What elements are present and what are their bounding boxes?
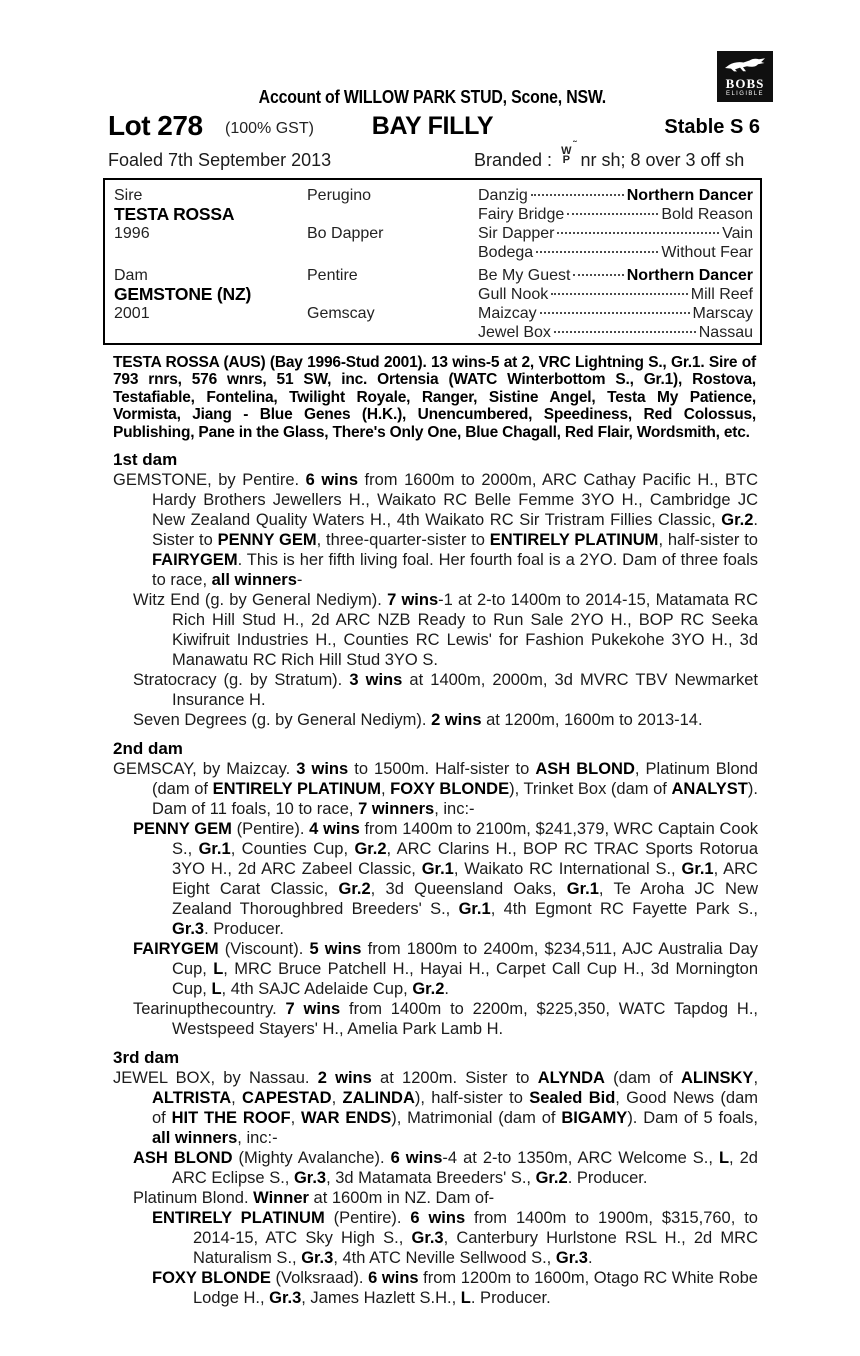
sire-summary: TESTA ROSSA (AUS) (Bay 1996-Stud 2001). 13 wins-5 at 2, VRC Lightning S., Gr.1. Sire of 793 rnrs, 576 wnrs, 51 SW, inc. Ortensia (WATC Winterbottom S., Gr.1), Rostova, Testafiable, Fontelina, Twilight Royale, Ranger, Sistine Angel, Testa My Patience, Vormista, Jiang - Blue Genes (H.K.), Unencumbered, Speediness, Red Colossus, Publishing, Pane in the Glass, There's Only One, Blue Chagall, Red Flair, Wordsmith, etc.: [113, 354, 756, 441]
page-content: [103, 0, 762, 1308]
dam-dam: Gemscay: [307, 305, 375, 322]
dam-entry: GEMSTONE, by Pentire. 6 wins from 1600m to 2000m, ARC Cathay Pacific H., BTC Hardy Brothers Jewellers H., Waikato RC Belle Femme 3YO H., Cambridge JC New Zealand Quality Waters H., 4th Waikato RC Sir Tristram Fillies Classic, Gr.2. Sister to PENNY GEM, three-quarter-sister to ENTIRELY PLATINUM, half-sister to FAIRYGEM. This is her fifth living foal. Her fourth foal is a 2YO. Dam of three foals to race, all winners-: [113, 471, 758, 590]
sire-name: TESTA ROSSA: [114, 204, 235, 224]
page-title: BAY FILLY: [371, 112, 494, 140]
dot-leader: [536, 251, 658, 253]
progeny-entry: Seven Degrees (g. by General Nediym). 2 wins at 1200m, 1600m to 2013-14.: [133, 711, 703, 730]
progeny-entry: FAIRYGEM (Viscount). 5 wins from 1800m to 2400m, $234,511, AJC Australia Day Cup, L, MRC Bruce Patchell H., Hayai H., Carpet Call Cup H., 3d Mornington Cup, L, 4th SAJC Adelaide Cup, Gr.2.: [133, 940, 759, 999]
logo-title: BOBS: [725, 75, 765, 91]
progeny-entry: Tearinupthecountry. 7 wins from 1400m to 2200m, $225,350, WATC Tapdog H., Westspeed Stayers' H., Amelia Park Lamb H.: [133, 1000, 758, 1039]
pedigree-line: Jewel Box Nassau: [478, 324, 753, 341]
dam-entry: JEWEL BOX, by Nassau. 2 wins at 1200m. Sister to ALYNDA (dam of ALINSKY, ALTRISTA, CAPESTAD, ZALINDA), half-sister to Sealed Bid, Good News (dam of HIT THE ROOF, WAR ENDS), Matrimonial (dam of BIGAMY). Dam of 5 foals, all winners, inc:-: [113, 1069, 759, 1148]
sire-role-label: Sire: [114, 187, 143, 204]
dam-role-label: Dam: [114, 267, 148, 284]
sub-progeny-entry: ENTIRELY PLATINUM (Pentire). 6 wins from 1400m to 1900m, $315,760, to 2014-15, ATC Sky High S., Gr.3, Canterbury Hurlstone RSL H., 2d MRC Naturalism S., Gr.3, 4th ATC Neville Sellwood S., Gr.3.: [152, 1209, 758, 1268]
dot-leader: [567, 213, 658, 215]
brand-mark: W ˜ P: [561, 139, 577, 166]
dam-name: GEMSTONE (NZ): [114, 284, 252, 304]
pedigree-line: Gull Nook Mill Reef: [478, 286, 753, 303]
pedigree-dam-group: [105, 266, 760, 342]
branded-group: [474, 139, 745, 171]
progeny-entry: Witz End (g. by General Nediym). 7 wins-1 at 2-to 1400m to 2014-15, Matamata RC Rich Hill Stud H., 2d ARC NZB Ready to Run Sale 2YO H., BOP RC Seeka Kiwifruit Industries H., Counties RC Lewis' for Fashion Pukekohe 3YO H., 3d Manawatu RC Rich Hill Stud 3YO S.: [133, 591, 759, 670]
brand-flourish: ˜: [573, 139, 577, 151]
lot-header-row: [103, 108, 762, 144]
logo-subtitle: ELIGIBLE: [726, 90, 764, 97]
lot-number: Lot 278: [108, 110, 203, 141]
branded-description: nr sh; 8 over 3 off sh: [580, 150, 745, 170]
dot-leader: [551, 293, 688, 295]
third-dam-heading: 3rd dam: [113, 1048, 180, 1068]
pedigree-line: Bodega Without Fear: [478, 244, 753, 261]
progeny-entry: ASH BLOND (Mighty Avalanche). 6 wins-4 at 2-to 1350m, ARC Welcome S., L, 2d ARC Eclipse S., Gr.3, 3d Matamata Breeders' S., Gr.2. Producer.: [133, 1149, 758, 1188]
pedigree-line: Sir Dapper Vain: [478, 225, 753, 242]
dot-leader: [540, 312, 690, 314]
dam-sire: Pentire: [307, 267, 358, 284]
progeny-entry: Stratocracy (g. by Stratum). 3 wins at 1400m, 2000m, 3d MVRC TBV Newmarket Insurance H.: [133, 671, 758, 710]
sub-progeny-entry: FOXY BLONDE (Volksraad). 6 wins from 1200m to 1600m, Otago RC White Robe Lodge H., Gr.3, James Hazlett S.H., L. Producer.: [152, 1269, 758, 1308]
dam-year: 2001: [114, 305, 150, 322]
dot-leader: [531, 194, 624, 196]
sire-grandsire: Perugino: [307, 187, 372, 204]
pedigree-sire-group: [105, 186, 760, 262]
foaled-row: [103, 139, 762, 173]
pedigree-table: [103, 178, 762, 345]
gst-note: (100% GST): [225, 120, 314, 137]
second-dam-heading: 2nd dam: [113, 739, 183, 759]
account-line: Account of WILLOW PARK STUD, Scone, NSW.: [258, 87, 607, 107]
dot-leader: [573, 274, 623, 276]
dot-leader: [557, 232, 719, 234]
sire-year: 1996: [114, 225, 150, 242]
pedigree-line: Danzig Northern Dancer: [478, 187, 753, 204]
stable-label: Stable S 6: [664, 116, 760, 138]
first-dam-heading: 1st dam: [113, 450, 178, 470]
pedigree-line: Be My Guest Northern Dancer: [478, 267, 753, 284]
dot-leader: [554, 331, 696, 333]
sire-granddam: Bo Dapper: [307, 225, 384, 242]
foaled-date: Foaled 7th September 2013: [108, 150, 332, 170]
pedigree-line: Fairy Bridge Bold Reason: [478, 206, 753, 223]
branded-label: Branded :: [474, 150, 553, 170]
progeny-entry: Platinum Blond. Winner at 1600m in NZ. Dam of-: [133, 1189, 495, 1208]
dam-entry: GEMSCAY, by Maizcay. 3 wins to 1500m. Half-sister to ASH BLOND, Platinum Blond (dam of ENTIRELY PLATINUM, FOXY BLONDE), Trinket Box (dam of ANALYST). Dam of 11 foals, 10 to race, 7 winners, inc:-: [113, 760, 758, 819]
progeny-entry: PENNY GEM (Pentire). 4 wins from 1400m to 2100m, $241,379, WRC Captain Cook S., Gr.1, Counties Cup, Gr.2, ARC Clarins H., BOP RC TRAC Sports Rotorua 3YO H., 2d ARC Zabeel Classic, Gr.1, Waikato RC International S., Gr.1, ARC Eight Carat Classic, Gr.2, 3d Queensland Oaks, Gr.1, Te Aroha JC New Zealand Thoroughbred Breeders' S., Gr.1, 4th Egmont RC Fayette Park S., Gr.3. Producer.: [133, 820, 759, 939]
pedigree-line: Maizcay Marscay: [478, 305, 753, 322]
